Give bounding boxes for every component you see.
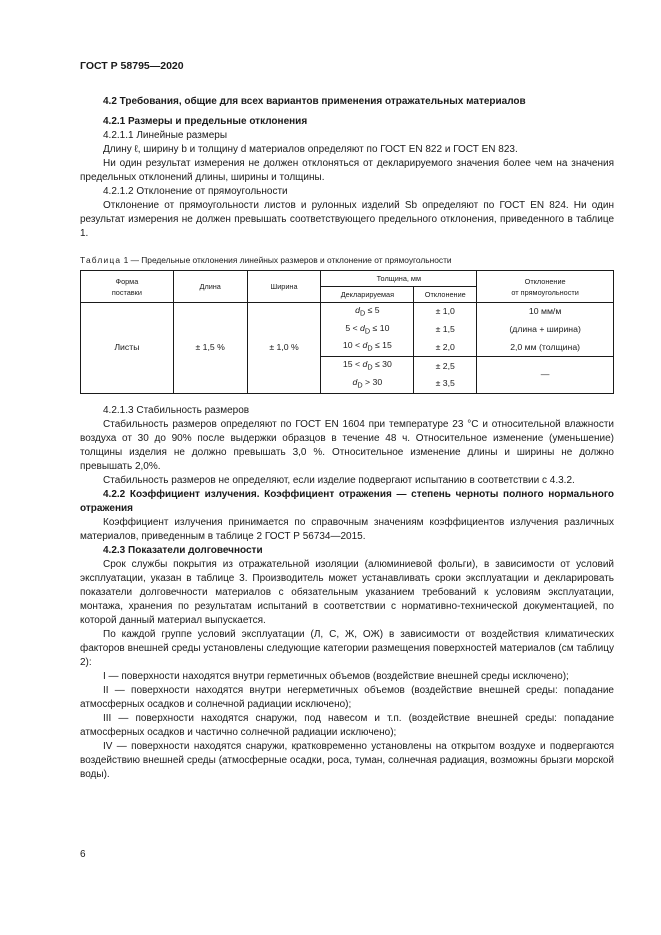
header-width: Ширина: [247, 271, 321, 303]
table-caption-text: 1 — Предельные отклонения линейных размеров и отклонение от прямоугольности: [123, 255, 452, 265]
section-4-2-1-title: 4.2.1 Размеры и предельные отклонения: [103, 116, 308, 127]
paragraph-stability-exception: Стабильность размеров не определяют, если изделие подвергают испытанию в соответствии с 4.3.2.: [103, 474, 575, 486]
section-4-2-1-3-title: 4.2.1.3 Стабильность размеров: [103, 404, 250, 416]
paragraph-category-4: IV — поверхности находятся снаружи, кратковременно установлены на открытом воздухе и подвергаются воздействию внешней среды (атмосферные осадки, роса, туман, солнечная радиация, возможны брызги морской воды).: [80, 740, 614, 780]
paragraph-rectangularity: Отклонение от прямоугольности листов и рулонных изделий Sb определяют по ГОСТ EN 824. Ни один результат измерения не должен превышать соответствующего предельного отклонения, приведенного в таблице 1.: [80, 200, 614, 239]
cell-rect-2: (длина + ширина): [477, 321, 614, 339]
cell-declared-5: $d_D > 30$: [321, 375, 414, 393]
section-4-2-1-1-title: 4.2.1.1 Линейные размеры: [103, 130, 228, 141]
cell-deviation-3: ± 2,0: [414, 338, 477, 356]
cell-rect-4: —: [477, 357, 614, 393]
paragraph-categories-intro: По каждой группе условий эксплуатации (Л, С, Ж, ОЖ) в зависимости от воздействия климатических факторов внешней среды установлены следующие категории размещения поверхностей материалов (см таблицу 2):: [80, 628, 614, 668]
paragraph-category-1: I — поверхности находятся внутри герметичных объемов (воздействие внешней среды исключено);: [103, 670, 569, 682]
document-body: [80, 95, 614, 782]
cell-declared-4: $15 < d_D \le 30$: [321, 357, 414, 375]
cell-declared-2: $5 < d_D \le 10$: [321, 321, 414, 339]
cell-declared-1: $d_D \le 5$: [321, 303, 414, 321]
section-4-2-1-2-title: 4.2.1.2 Отклонение от прямоугольности: [103, 186, 288, 197]
paragraph-emissivity: Коэффициент излучения принимается по справочным значениям коэффициентов излучения различных материалов, приведенным в таблице 2 ГОСТ Р 56734—2015.: [80, 516, 614, 542]
paragraph-category-3: III — поверхности находятся снаружи, под навесом и т.п. (воздействие внешней среды: попадание атмосферных осадков и частично солнечной радиации исключено);: [80, 712, 614, 738]
paragraph-category-2: II — поверхности находятся внутри негерметичных объемов (воздействие внешней среды: попадание атмосферных осадков и солнечной радиации исключено);: [80, 684, 614, 710]
table-row: [81, 303, 614, 321]
header-rectangularity: Отклонение от прямоугольности: [477, 271, 614, 303]
section-4-2-3-title: 4.2.3 Показатели долговечности: [103, 544, 263, 556]
cell-rect-1: 10 мм/м: [477, 303, 614, 321]
paragraph-service-life: Срок службы покрытия из отражательной изоляции (алюминиевой фольги), в зависимости от условий эксплуатации, указан в таблице 3. Производитель может устанавливать сроки эксплуатации и декларировать показатели долговечности материалов с обязательным указанием требований к условиям эксплуатации, монтажа, хранения по результатам испытаний в соответствии с нормативно-технической документацией, по которой данный материал выпускается.: [80, 558, 614, 626]
paragraph-linear-dims: Длину ℓ, ширину b и толщину d материалов определяют по ГОСТ EN 822 и ГОСТ EN 823.: [103, 144, 518, 155]
header-thickness: Толщина, мм: [321, 271, 477, 287]
table-caption-word: Таблица: [80, 255, 122, 265]
table-1-caption: [80, 253, 614, 267]
cell-declared-3: $10 < d_D \le 15$: [321, 338, 414, 356]
cell-length: ± 1,5 %: [173, 303, 247, 394]
cell-deviation-5: ± 3,5: [414, 375, 477, 393]
table-header-row: [81, 271, 614, 287]
header-deviation: Отклонение: [414, 287, 477, 303]
header-length: Длина: [173, 271, 247, 303]
cell-deviation-1: ± 1,0: [414, 303, 477, 321]
paragraph-stability: Стабильность размеров определяют по ГОСТ EN 1604 при температуре 23 °С и относительной влажности воздуха от 30 до 90% после выдержки образцов в течение 48 ч. Относительное изменение (уменьшение) толщины изделия не должно превышать 3,0 %. Относительное изменение длины и ширины не должно превышать 2,0%.: [80, 418, 614, 472]
section-4-2-title: 4.2 Требования, общие для всех вариантов применения отражательных материалов: [103, 96, 526, 107]
document-header: ГОСТ Р 58795—2020: [80, 60, 184, 72]
cell-rect-3: 2,0 мм (толщина): [477, 338, 614, 356]
section-4-2-2-title: 4.2.2 Коэффициент излучения. Коэффициент отражения — степень черноты полного нормального отражения: [80, 488, 614, 514]
header-declared: Декларируемая: [321, 287, 414, 303]
cell-deviation-2: ± 1,5: [414, 321, 477, 339]
header-form: Форма поставки: [81, 271, 174, 303]
paragraph-measurement-rule: Ни один результат измерения не должен отклоняться от декларируемого значения более чем на значения предельных отклонений длины, ширины и толщины.: [80, 158, 614, 183]
cell-form: Листы: [81, 303, 174, 394]
cell-deviation-4: ± 2,5: [414, 357, 477, 375]
cell-width: ± 1,0 %: [247, 303, 321, 394]
table-1: [80, 270, 614, 394]
page-number: 6: [80, 849, 86, 860]
